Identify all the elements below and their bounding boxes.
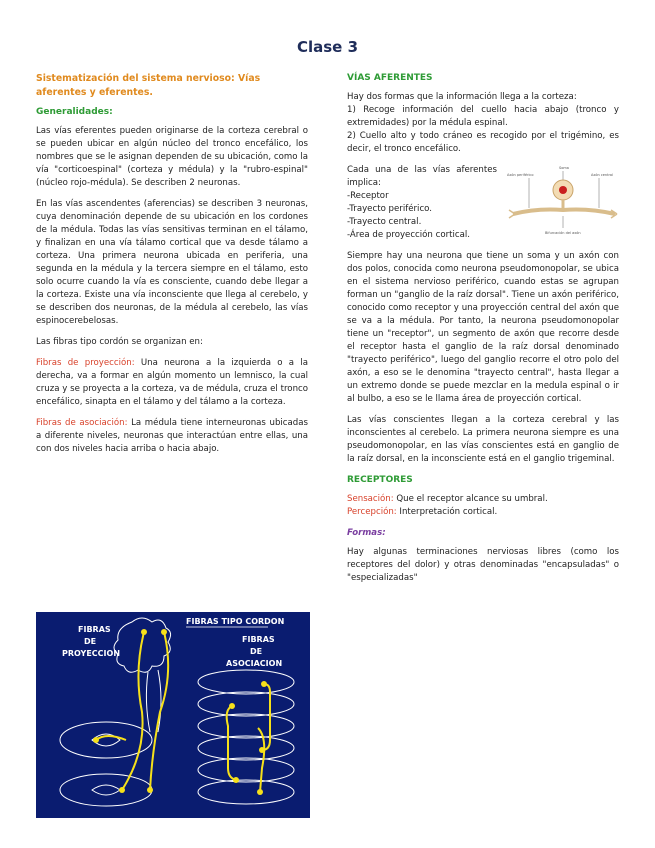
paragraph-neurona-pseudomonopolar: Siempre hay una neurona que tiene un soma y un axón con dos polos, conocida como neurona pseudomonopolar, se ubica en el sistema nervioso periférico, cuando estas se agrupan forman un "ganglio de la raíz dorsal". Tiene un axón periférico, conocido como receptor y una proyección central del axón que se va a la médula. Por tanto, la neurona pseudomonopolar tiene un "receptor", un segmento de axón que recorre desde el receptor hasta el ganglio de la raíz dorsal denominado "trayecto periférico", luego del ganglio recorre el otro polo del axón, a eso se le denomina "trayecto central", hasta llegar a un extremo donde se puede mezclar en la medula espinal o ir al bulbo, a eso se le llama área de proyección cortical. [347,251,619,404]
heading-receptores: RECEPTORES [347,475,413,485]
label-axon-central: Axón central [591,173,614,177]
label-fibras-cordon: FIBRAS TIPO CORDON [186,617,285,626]
term-percepcion: Percepción: [347,507,397,517]
text-forma-1: 1) Recoge información del cuello hacia abajo (tronco y extremidades) por la médula espinal. [347,105,619,128]
term-sensacion: Sensación: [347,494,394,504]
text-formas-intro: Hay dos formas que la información llega a la corteza: [347,92,577,102]
text-forma-2: 2) Cuello alto y todo cráneo es recogido por el trigémino, es decir, el tronco encefálico. [347,131,619,154]
paragraph-vias-eferentes: Las vías eferentes pueden originarse de la corteza cerebral o se pueden ubicar en algún núcleo del tronco encefálico, los nombres que se le asignan dependen de su ubicación, como la vía "corticoespinal" (corteza y médula) y la "rubro-espinal" (núcleo rojo-médula). Se describen 2 neuronas. [36,126,308,188]
section-heading-sistematizacion: Sistematización del sistema nervioso: Vías aferentes y eferentes. [36,73,261,98]
paragraph-formas-informacion [347,91,619,156]
text-fibras-asociacion: La médula tiene interneuronas ubicadas a diferente niveles, neuronas que interactúan entre ellas, una con dos niveles hacia arriba o hacia abajo. [36,418,308,454]
fibras-cordon-figure [36,612,310,818]
label-axon-periferico: Axón periférico [507,173,534,177]
paragraph-fibras-proyeccion [36,357,308,409]
paragraph-fibras-cordon: Las fibras tipo cordón se organizan en: [36,337,203,347]
label-soma: Soma [559,166,569,170]
aferentes-list-block [347,164,619,242]
list-item-trayecto-central: -Trayecto central. [347,217,422,227]
text-sensacion: Que el receptor alcance su umbral. [393,494,548,504]
term-fibras-asociacion: Fibras de asociación: [36,418,128,428]
text-list-intro: Cada una de las vías aferentes implica: [347,165,497,188]
left-column [36,72,308,464]
page-title: Clase 3 [296,38,359,56]
pseudomonopolar-neuron-figure [507,164,619,242]
list-item-area-proyeccion: -Área de proyección cortical. [347,230,470,240]
line-percepcion [347,506,619,519]
text-percepcion: Interpretación cortical. [396,507,498,517]
label-fibras-asoc-2: DE [250,647,263,656]
text-fibras-proyeccion: Una neurona a la izquierda o a la derecha, va a formar en algún momento un lemnisco, la cual cruza y se proyecta a la corteza, va de médula, cruza el tronco encefálico, sinapta en el tálamo y del tálamo a la corteza. [36,358,308,407]
label-fibras-proy-2: DE [84,637,97,646]
label-bifurcacion: Bifurcación del axón [545,231,581,235]
subheading-generalidades: Generalidades: [36,107,113,117]
paragraph-sensacion-percepcion [347,493,619,519]
label-fibras-asoc-1: FIBRAS [242,635,275,644]
term-fibras-proyeccion: Fibras de proyección: [36,358,135,368]
list-item-trayecto-periferico: -Trayecto periférico. [347,204,433,214]
paragraph-aferentes-implica [347,164,497,242]
line-sensacion [347,493,619,506]
paragraph-fibras-asociacion [36,417,308,456]
paragraph-vias-conscientes: Las vías conscientes llegan a la corteza cerebral y las inconscientes al cerebelo. La primera neurona siempre es una pseudomonopolar, en las vías conscientes está en ganglio de la raíz dorsal, en la inconsciente está en el ganglio trigeminal. [347,415,619,464]
label-fibras-proy-3: PROYECCION [62,649,121,658]
paragraph-terminaciones: Hay algunas terminaciones nerviosas libres (como los receptores del dolor) y otras denominadas "encapsuladas" o "especializadas" [347,547,619,583]
heading-vias-aferentes: VÍAS AFERENTES [347,73,433,83]
right-column [347,72,619,593]
paragraph-vias-ascendentes: En las vías ascendentes (aferencias) se describen 3 neuronas, cuya denominación depende de su ubicación en los cordones de la médula. Todas las vías sensitivas terminan en el tálamo, y finalizan en una vía tálamo cortical que va desde tálamo a corteza. Una primera neurona ubicada en periferia, una segunda en la médula y la tercera siempre en el tálamo, esto solo ocurre cuando la vía es consciente, cuando debe llegar a la corteza. Existe una vía inconsciente que llega al cerebelo, y se describen dos neuronas, de la médula al cerebelo, las vías espinocerebelosas. [36,199,308,326]
label-fibras-asoc-3: ASOCIACION [226,659,283,668]
label-fibras-proy-1: FIBRAS [78,625,111,634]
heading-formas: Formas: [347,528,386,538]
list-item-receptor: -Receptor [347,191,389,201]
